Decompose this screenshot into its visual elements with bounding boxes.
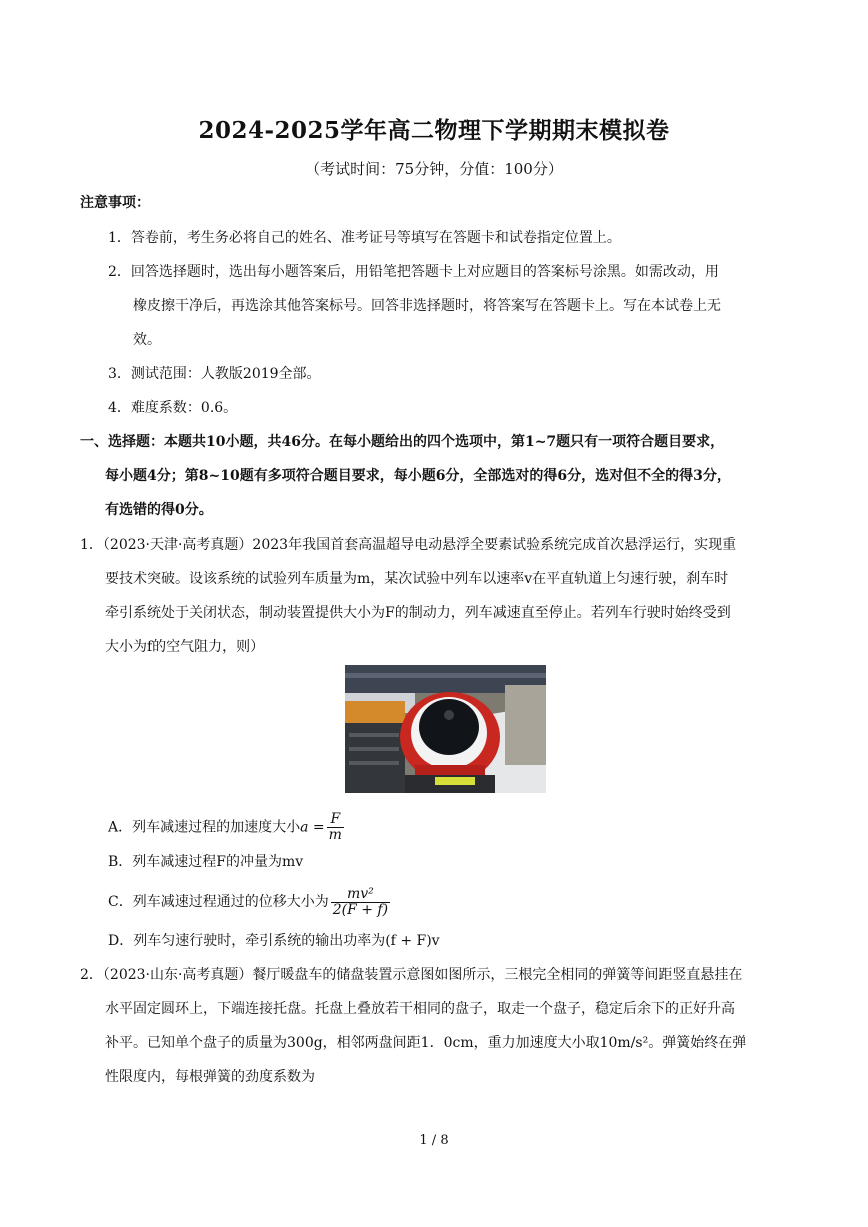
question-2-text: 水平固定圆环上，下端连接托盘。托盘上叠放若干相同的盘子，取走一个盘子，稳定后余下的正好升高: [105, 1001, 735, 1017]
question-1-text: 要技术突破。设该系统的试验列车质量为m，某次试验中列车以速率v在平直轨道上匀速行驶，刹车时: [105, 571, 729, 587]
question-2-text: 2．（2023·山东·高考真题）餐厅暖盘车的储盘装置示意图如图所示，三根完全相同的弹簧等间距竖直悬挂在: [80, 967, 743, 983]
section-heading: 一、选择题：本题共10小题，共46分。在每小题给出的四个选项中，第1~7题只有一项符合题目要求，: [80, 434, 725, 450]
option-c-text: C．列车减速过程通过的位移大小为: [108, 894, 329, 910]
option-c: [108, 886, 390, 918]
question-2-text: 补平。已知单个盘子的质量为300g，相邻两盘间距1．0cm，重力加速度大小取10m/s²。弹簧始终在弹: [105, 1035, 747, 1051]
question-1-text: 大小为f的空气阻力，则）: [105, 639, 265, 655]
page-title: 2024-2025学年高二物理下学期期末模拟卷: [198, 117, 670, 144]
question-1-text: 1．（2023·天津·高考真题）2023年我国首套高温超导电动悬浮全要素试验系统完成首次悬浮运行，实现重: [80, 537, 737, 553]
fraction: [327, 812, 344, 843]
notice-item: 2．回答选择题时，选出每小题答案后，用铅笔把答题卡上对应题目的答案标号涂黑。如需改动，用: [108, 264, 719, 280]
option-a-lhs: a =: [300, 819, 325, 836]
notice-item: 1．答卷前，考生务必将自己的姓名、准考证号等填写在答题卡和试卷指定位置上。: [108, 230, 621, 246]
fraction-denominator: m: [328, 827, 342, 843]
option-a: [108, 812, 344, 843]
notice-item: 4．难度系数：0.6。: [108, 400, 238, 416]
notice-item: 橡皮擦干净后，再选涂其他答案标号。回答非选择题时，将答案写在答题卡上。写在本试卷上无: [133, 298, 721, 314]
fraction-denominator: 2(F + f): [332, 901, 389, 918]
question-1-text: 牵引系统处于关闭状态，制动装置提供大小为F的制动力，列车减速直至停止。若列车行驶时始终受到: [105, 605, 731, 621]
option-d: D．列车匀速行驶时，牵引系统的输出功率为(f + F)v: [108, 933, 440, 949]
section-heading: 有选错的得0分。: [105, 502, 213, 518]
section-heading: 每小题4分；第8~10题有多项符合题目要求，每小题6分，全部选对的得6分，选对但不全的得3分，: [105, 468, 731, 484]
notice-item: 3．测试范围：人教版2019全部。: [108, 366, 321, 382]
fraction-numerator: F: [327, 812, 344, 828]
notice-heading: 注意事项：: [80, 195, 150, 211]
fraction-numerator: mv²: [331, 887, 390, 903]
maglev-train-photo: [345, 665, 546, 793]
notice-item: 效。: [133, 332, 161, 348]
exam-info: （考试时间：75分钟，分值：100分）: [305, 160, 563, 178]
option-b: B．列车减速过程F的冲量为mv: [108, 854, 304, 870]
question-2-text: 性限度内，每根弹簧的劲度系数为: [105, 1069, 315, 1085]
option-a-text: A．列车减速过程的加速度大小: [108, 819, 301, 836]
fraction: [331, 887, 390, 918]
page-number: 1 / 8: [419, 1133, 449, 1148]
